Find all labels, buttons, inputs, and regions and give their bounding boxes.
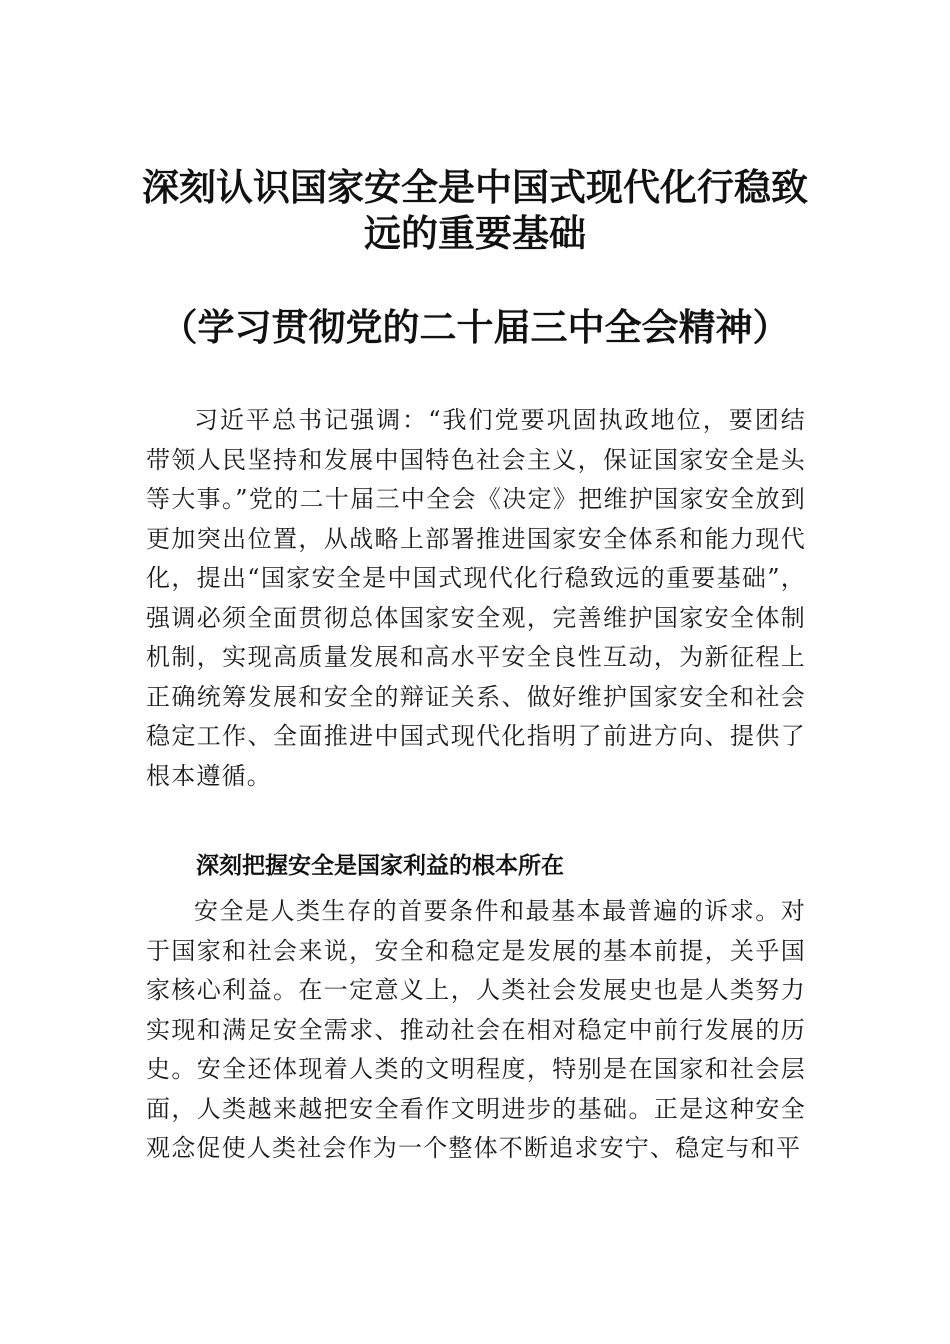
paragraph-intro: 习近平总书记强调：“我们党要巩固执政地位，要团结带领人民坚持和发展中国特色社会主义，保证国家安全是头等大事。”党的二十届三中全会《决定》把维护国家安全放到更加突出位置，从战略上部署推进国家安全体系和能力现代化，提出“国家安全是中国式现代化行稳致远的重要基础”，强调必须全面贯彻总体国家安全观，完善维护国家安全体制机制，实现高质量发展和高水平安全良性互动，为新征程上正确统筹发展和安全的辩证关系、做好维护国家安全和社会稳定工作、全面推进中国式现代化指明了前进方向、提供了根本遵循。: [146, 406, 806, 790]
section-heading: 深刻把握安全是国家利益的根本所在: [196, 853, 564, 879]
paragraph-section-1: 安全是人类生存的首要条件和最基本最普遍的诉求。对于国家和社会来说，安全和稳定是发展的基本前提，关乎国家核心利益。在一定意义上，人类社会发展史也是人类努力实现和满足安全需求、推动社会在相对稳定中前行发展的历史。安全还体现着人类的文明程度，特别是在国家和社会层面，人类越来越把安全看作文明进步的基础。正是这种安全观念促使人类社会作为一个整体不断追求安宁、稳定与和平: [146, 897, 806, 1162]
title-line-1: 深刻认识国家安全是中国式现代化行稳致: [142, 165, 808, 209]
title-line-2: 远的重要基础: [364, 211, 586, 255]
subtitle: （学习贯彻党的二十届三中全会精神）: [160, 305, 790, 349]
